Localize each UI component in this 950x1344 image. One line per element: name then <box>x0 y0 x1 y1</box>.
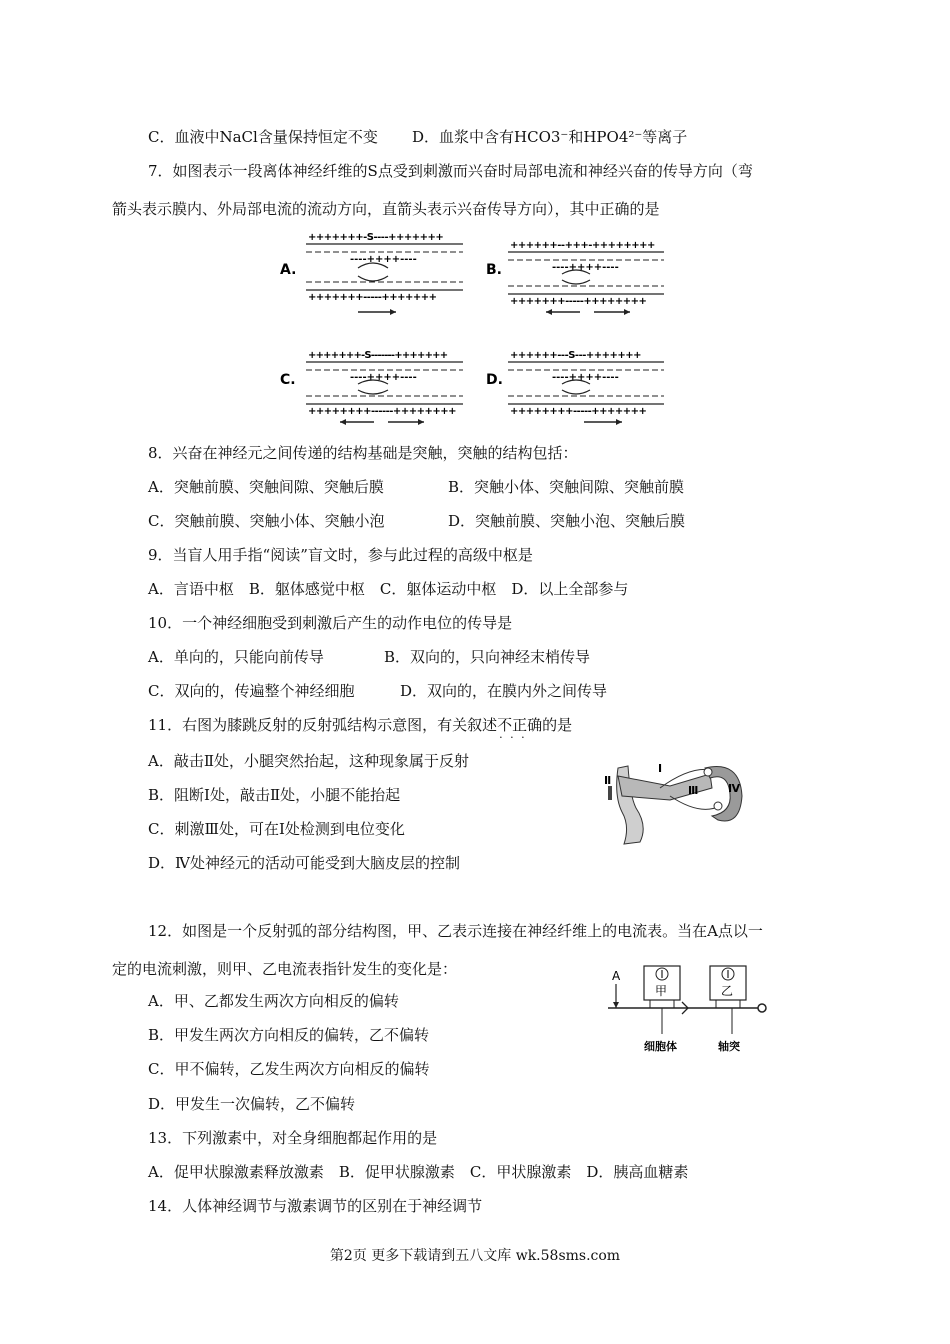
q8-option-d: D．突触前膜、突触小泡、突触后膜 <box>448 512 686 530</box>
q7-stem-line2: 箭头表示膜内、外局部电流的流动方向，直箭头表示兴奋传导方向），其中正确的是 <box>112 200 660 218</box>
q10-option-c: C．双向的，传遍整个神经细胞 <box>148 682 355 700</box>
q11-option-c: C．刺激Ⅲ处，可在Ⅰ处检测到电位变化 <box>148 820 405 838</box>
q12-fig-meter-jia: 甲 <box>655 984 668 998</box>
q11-stem-post: 的是 <box>542 716 573 734</box>
q12-stem-line2: 定的电流刺激，则甲、乙电流表指针发生的变化是： <box>112 960 458 978</box>
q12-fig-cell-body: 细胞体 <box>644 1040 677 1053</box>
svg-text:++++++++------++++++++: ++++++++------++++++++ <box>308 406 456 417</box>
fig-a-inner: ----++++---- <box>350 254 417 265</box>
page-footer: 第2页 更多下载请到五八文库 wk.58sms.com <box>329 1248 621 1264</box>
q12-stem-line1: 12．如图是一个反射弧的部分结构图，甲、乙表示连接在神经纤维上的电流表。当在A点以一 <box>148 922 763 940</box>
svg-text:++++++++-----+++++++: ++++++++-----+++++++ <box>510 406 647 417</box>
q11-stem-emphasis: 不正确 · · · <box>497 715 542 735</box>
q12-fig-meter-yi: 乙 <box>721 984 734 998</box>
fig-b-label: B. <box>486 262 502 278</box>
q8-option-c: C．突触前膜、突触小体、突触小泡 <box>148 512 385 530</box>
q11-option-b: B．阻断Ⅰ处，敲击Ⅱ处，小腿不能抬起 <box>148 786 401 804</box>
q8-option-b: B．突触小体、突触间隙、突触前膜 <box>448 478 685 496</box>
fig-b-top-charges: ++++++--+++-++++++++ <box>510 240 655 251</box>
q10-stem: 10．一个神经细胞受到刺激后产生的动作电位的传导是 <box>148 614 513 632</box>
q11-reflex-arc-figure <box>600 756 750 848</box>
q7-figure-d <box>484 338 674 428</box>
q11-fig-label-2: Ⅱ <box>604 774 612 787</box>
q13-options: A．促甲状腺激素释放激素 B．促甲状腺激素 C．甲状腺激素 D．胰高血糖素 <box>148 1163 689 1181</box>
q14-stem: 14．人体神经调节与激素调节的区别在于神经调节 <box>148 1197 483 1215</box>
q11-stem-pre: 11．右图为膝跳反射的反射弧结构示意图，有关叙述 <box>148 716 498 734</box>
q7-figure-b <box>484 228 674 318</box>
q11-fig-label-3: Ⅲ <box>688 784 699 797</box>
q9-options: A．言语中枢 B．躯体感觉中枢 C．躯体运动中枢 D．以上全部参与 <box>148 580 629 598</box>
svg-text:+++++++-----+++++++: +++++++-----+++++++ <box>308 292 437 303</box>
q8-stem: 8．兴奋在神经元之间传递的结构基础是突触，突触的结构包括： <box>148 444 578 462</box>
q13-stem: 13．下列激素中，对全身细胞都起作用的是 <box>148 1129 438 1147</box>
fig-a-label: A. <box>280 262 297 278</box>
q7-stem-line1: 7．如图表示一段离体神经纤维的S点受到刺激而兴奋时局部电流和神经兴奋的传导方向（弯 <box>148 162 753 180</box>
q12-fig-axon: 轴突 <box>718 1040 740 1053</box>
q9-stem: 9．当盲人用手指“阅读”盲文时，参与此过程的高级中枢是 <box>148 546 533 564</box>
q10-option-b: B．双向的，只向神经末梢传导 <box>384 648 591 666</box>
fig-d-label: D. <box>486 372 503 388</box>
fig-d-top-charges: ++++++---S---+++++++ <box>510 350 642 361</box>
fig-c-top-charges: +++++++-S-------+++++++ <box>308 350 448 361</box>
q11-fig-label-1: Ⅰ <box>658 762 663 775</box>
q6-option-c: C．血液中NaCl含量保持恒定不变 <box>148 128 378 146</box>
q10-option-a: A．单向的，只能向前传导 <box>148 648 324 666</box>
q11-option-d: D．Ⅳ处神经元的活动可能受到大脑皮层的控制 <box>148 854 461 872</box>
q12-option-b: B．甲发生两次方向相反的偏转，乙不偏转 <box>148 1026 430 1044</box>
fig-b-inner: ----++++---- <box>552 262 619 273</box>
q12-option-a: A．甲、乙都发生两次方向相反的偏转 <box>148 992 399 1010</box>
q7-figure-a <box>278 228 468 318</box>
q11-fig-label-4: Ⅳ <box>728 782 741 795</box>
q7-figure-c <box>278 338 468 428</box>
q6-option-d: D．血浆中含有HCO3⁻和HPO4²⁻等离子 <box>412 128 688 146</box>
q12-option-c: C．甲不偏转，乙发生两次方向相反的偏转 <box>148 1060 430 1078</box>
fig-a-top-charges: +++++++-S----+++++++ <box>308 232 444 243</box>
svg-text:+++++++-----++++++++: +++++++-----++++++++ <box>510 296 647 307</box>
q12-galvanometer-figure <box>604 962 774 1057</box>
q11-stem <box>148 715 572 735</box>
q10-option-d: D．双向的，在膜内外之间传导 <box>400 682 608 700</box>
fig-d-inner: ----++++---- <box>552 372 619 383</box>
q12-option-d: D．甲发生一次偏转，乙不偏转 <box>148 1095 356 1113</box>
fig-c-inner: ----++++---- <box>350 372 417 383</box>
q11-option-a: A．敲击Ⅱ处，小腿突然抬起，这种现象属于反射 <box>148 752 470 770</box>
q12-fig-point-a: A <box>612 969 621 983</box>
q8-option-a: A．突触前膜、突触间隙、突触后膜 <box>148 478 384 496</box>
fig-c-label: C. <box>280 372 296 388</box>
